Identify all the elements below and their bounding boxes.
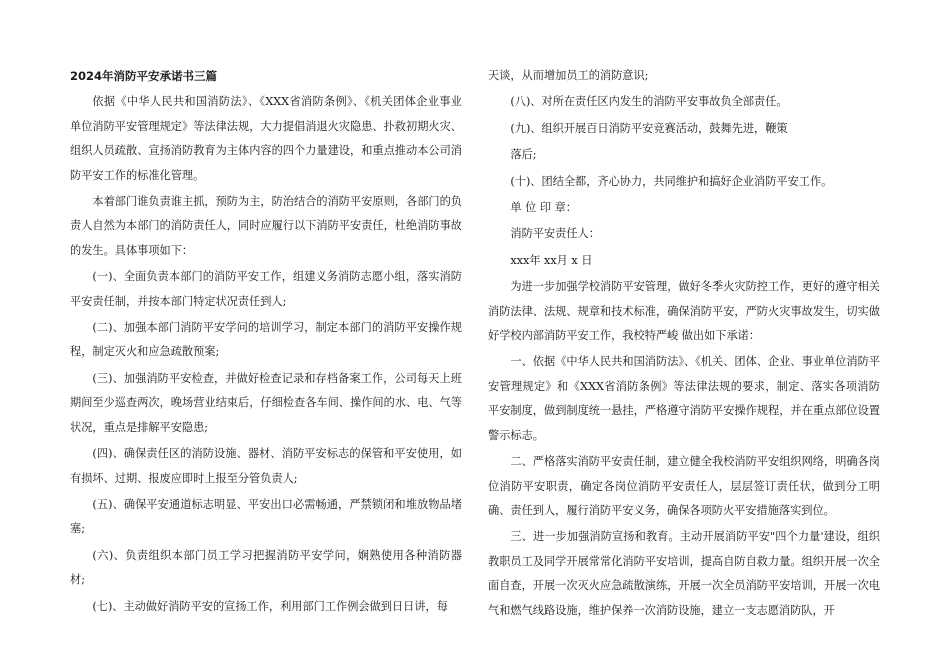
left-column [70, 64, 462, 619]
paragraph: 三、进一步加强消防宣扬和教育。主动开展消防平安"四个力量'建设，组织教职员工及同学开展常常化消防平安培训，提高自防自救力量。组织开展一次全面自查，开展一次灭火应急疏散演练，开展一次全员消防平安培训，开展一次电气和燃气线路设施，维护保养一次消防设施，建立一支志愿消防队，开 [488, 530, 880, 617]
date-line: xxx年 xx月 x 日 [510, 253, 593, 267]
paragraph: 依据《中华人民共和国消防法》、《XXX省消防条例》、《机关团体企业事业单位消防平安管理规定》等法律法规，大力提倡消退火灾隐患、扑救初期火灾、组织人员疏散、宣扬消防教育为主体内容的四个力量建设，和重点推动本公司消防平安工作的标准化管理。 [70, 95, 462, 182]
paragraph: (二)、加强本部门消防平安学问的培训学习，制定本部门的消防平安操作规程，制定灭火和应急疏散预案; [70, 321, 462, 359]
paragraph: 一、依据《中华人民共和国消防法》、《机关、团体、企业、事业单位消防平安管理规定》和《XXX省消防条例》等法律法规的要求，制定、落实各项消防平安制度，做到制度统一悬挂，严格遵守消防平安操作规程，并在重点部位设置警示标志。 [488, 355, 880, 442]
right-column [488, 64, 880, 623]
paragraph: 二、严格落实消防平安责任制，建立健全我校消防平安组织网络，明确各岗位消防平安职责，确定各岗位消防平安责任人，层层签订责任状，做到分工明确、责任到人，履行消防平安义务，确保各项防火平安措施落实到位。 [488, 455, 880, 517]
paragraph: (七)、主动做好消防平安的宣扬工作，利用部门工作例会做到日日讲，每 [92, 599, 448, 613]
paragraph: (四)、确保责任区的消防设施、器材、消防平安标志的保管和平安使用，如有损坏、过期、报废应即时上报至分管负责人; [70, 447, 462, 485]
seal-line: 单 位 印 章： [510, 201, 577, 215]
paragraph: (十)、团结全都，齐心协力，共同维护和搞好企业消防平安工作。 [510, 174, 833, 188]
paragraph: (八)、对所在责任区内发生的消防平安事故负全部责任。 [510, 95, 788, 109]
paragraph: (六)、负责组织本部门员工学习把握消防平安学问，娴熟使用各种消防器材; [70, 548, 462, 587]
paragraph: 为进一步加强学校消防平安管理，做好冬季火灾防控工作，更好的遵守相关消防法律、法规、规章和技术标准，确保消防平安，严防火灾事故发生，切实做好学校内部消防平安工作，我校特严峻 做出如下承诺： [488, 280, 880, 343]
paragraph: 落后; [510, 148, 537, 162]
paragraph: (五)、确保平安通道标志明显、平安出口必需畅通，严禁锁闭和堆放物品堵塞; [70, 497, 462, 536]
paragraph: (一)、全面负责本部门的消防平安工作，组建义务消防志愿小组，落实消防平安责任制，并按本部门特定状况责任到人; [70, 270, 462, 308]
paragraph: 本着部门谁负责谁主抓，预防为主，防治结合的消防平安原则，各部门的负责人自然为本部门的消防责任人，同时应履行以下消防平安责任，杜绝消防事故的发生。具体事项如下： [70, 195, 462, 257]
responsible-person-line: 消防平安责任人： [510, 227, 600, 241]
paragraph: (三)、加强消防平安检查，并做好检查记录和存档备案工作，公司每天上班期间至少巡查两次，晚场营业结束后，仔细检查各车间、操作间的水、电、气等状况，重点是排解平安隐患; [70, 371, 462, 434]
paragraph: (九)、组织开展百日消防平安竞赛活动，鼓舞先进，鞭策 [510, 121, 788, 135]
document-title: 2024年消防平安承诺书三篇 [70, 69, 218, 83]
paragraph: 天谈，从而增加员工的消防意识; [488, 69, 649, 82]
